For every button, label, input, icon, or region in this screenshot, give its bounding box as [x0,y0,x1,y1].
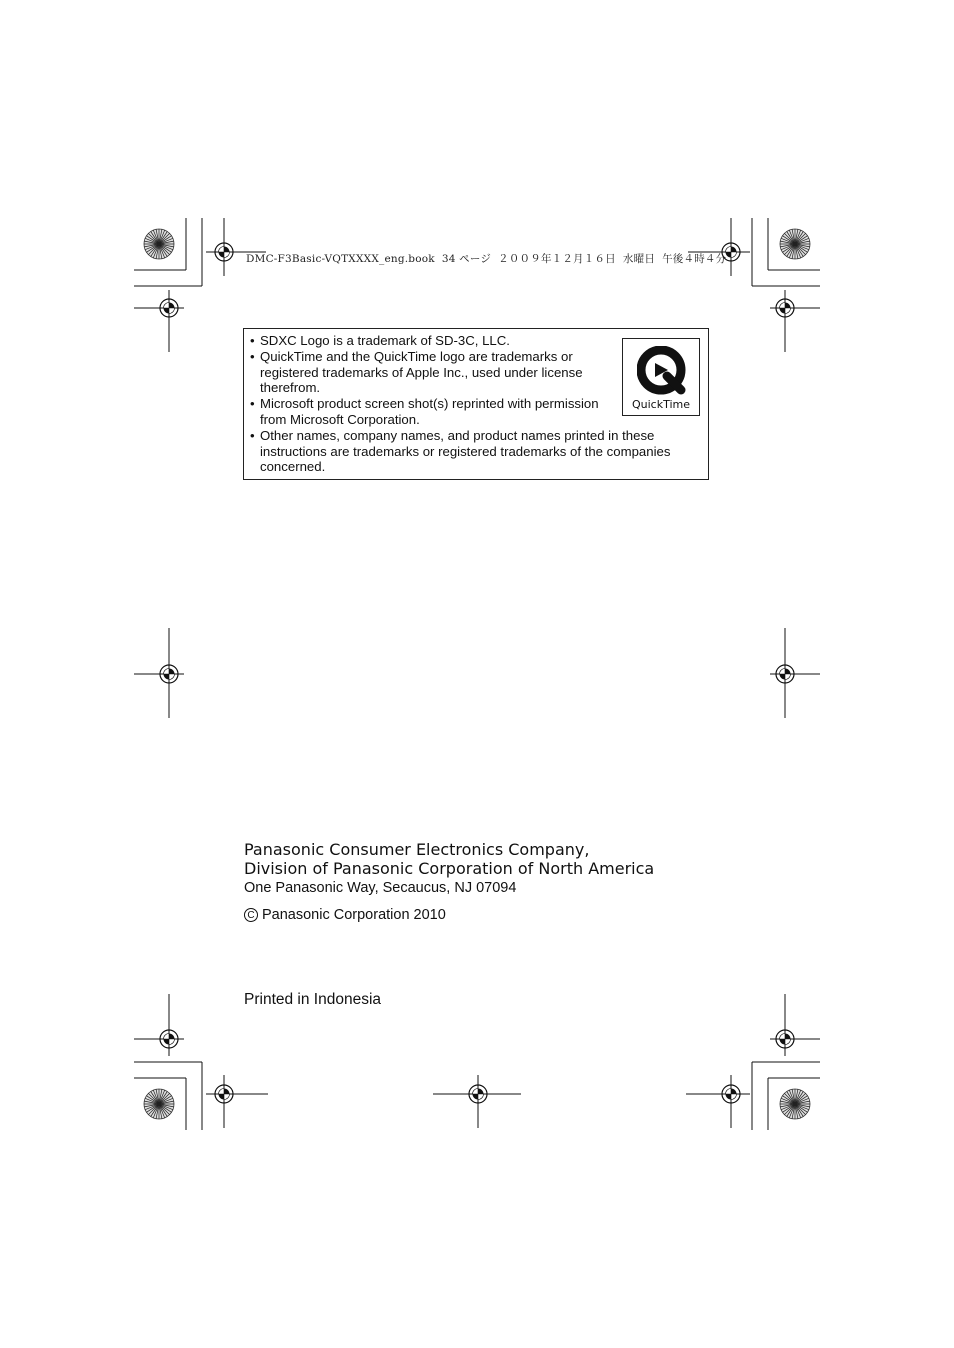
list-item: • Microsoft product screen shot(s) reprinted with permission from Microsoft Corporation. [250,396,610,428]
company-address: One Panasonic Way, Secaucus, NJ 07094 [244,880,517,896]
company-line-1: Panasonic Consumer Electronics Company, [244,840,590,859]
list-item: • Other names, company names, and product names printed in these instructions are trademarks or registered trademarks of the companies concerned. [250,428,705,475]
quicktime-logo [622,338,700,416]
trademark-notice [243,328,709,480]
quicktime-label: QuickTime [631,398,691,411]
book-header: DMC-F3Basic-VQTXXXX_eng.book 34 ページ ２００９年１２月１６日 水曜日 午後４時４分 [246,253,727,265]
copyright-icon: C [244,908,258,922]
copyright-notice [244,907,446,923]
company-line-2: Division of Panasonic Corporation of North America [244,859,655,878]
list-item: • QuickTime and the QuickTime logo are trademarks or registered trademarks of Apple Inc., used under license therefrom. [250,349,610,396]
quicktime-icon [637,346,687,396]
copyright-text: Panasonic Corporation 2010 [262,907,446,923]
list-item: • SDXC Logo is a trademark of SD-3C, LLC. [250,333,705,349]
company-name [244,840,654,878]
printed-in: Printed in Indonesia [244,991,382,1008]
